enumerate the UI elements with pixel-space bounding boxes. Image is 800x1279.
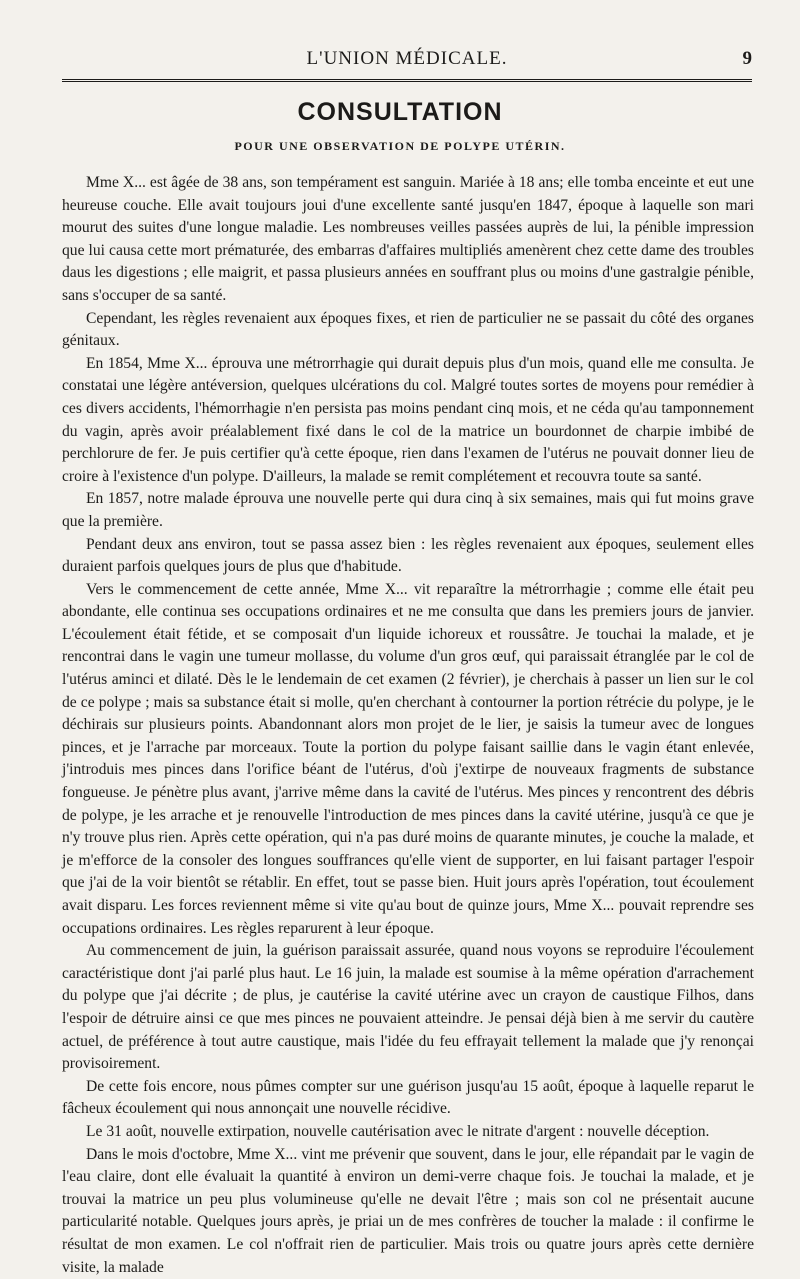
article-subtitle: POUR UNE OBSERVATION DE POLYPE UTÉRIN. (234, 139, 566, 153)
paragraph: Pendant deux ans environ, tout se passa assez bien : les règles revenaient aux époques, seulement elles duraient parfois quelques jours de plus que d'habitude. (62, 535, 754, 576)
article-body (62, 172, 754, 1279)
paragraph: En 1854, Mme X... éprouva une métrorrhagie qui durait depuis plus d'un mois, quand elle me consulta. Je constatai une légère antéversion, quelques ulcérations du col. Malgré toutes sortes de moyens pour remédier à ces divers accidents, l'hémorrhagie n'en persista pas moins pendant cinq mois, et ne céda qu'au tamponnement du vagin, après avoir préalablement fixé dans le col de la matrice un bourdonnet de charpie imbibé de perchlorure de fer. Je puis certifier qu'à cette époque, rien dans l'examen de l'utérus ne pouvait donner lieu de croire à l'existence d'un polype. D'ailleurs, la malade se remit complétement et recouvra toute sa santé. (62, 354, 754, 485)
paragraph: Cependant, les règles revenaient aux époques fixes, et rien de particulier ne se passait du côté des organes génitaux. (62, 309, 754, 350)
paragraph: Vers le commencement de cette année, Mme X... vit reparaître la métrorrhagie ; comme elle était peu abondante, elle continua ses occupations ordinaires et ne me consulta que dans les premiers jours de janvier. L'écoulement était fétide, et se composait d'un liquide ichoreux et roussâtre. Je touchai la malade, et je rencontrai dans le vagin une tumeur mollasse, du volume d'un gros œuf, qui paraissait étranglée par le col de l'utérus aminci et dilaté. Dès le le lendemain de cet examen (2 février), je cherchais à passer un lien sur le col de ce polype ; mais sa substance était si molle, qu'en cherchant à contourner la portion rétrécie du polype, je le déchirais sur plusieurs points. Abandonnant alors mon projet de le lier, je saisis la tumeur avec de longues pinces, et je l'arrache par morceaux. Toute la portion du polype faisant saillie dans le vagin étant enlevée, j'introduis mes pinces dans l'orifice béant de l'utérus, d'où j'extirpe de nouveaux fragments de substance fongueuse. Je pénètre plus avant, j'arrive même dans la cavité de l'utérus. Mes pinces y rencontrent des débris de polype, je les arrache et je renouvelle l'introduction de mes pinces dans la cavité utérine, jusqu'à ce que je n'y trouve plus rien. Après cette opération, qui n'a pas duré moins de quarante minutes, je couche la malade, et je m'efforce de la consoler des longues souffrances qu'elle vient de supporter, en lui faisant partager l'espoir que j'ai de la voir bientôt se rétablir. En effet, tout se passe bien. Huit jours après l'opération, tout écoulement avait disparu. Les forces reviennent même si vite qu'au bout de quinze jours, Mme X... pouvait reprendre ses occupations ordinaires. Les règles reparurent à leur époque. (62, 580, 754, 937)
article-title: CONSULTATION (297, 98, 503, 126)
paragraph: Le 31 août, nouvelle extirpation, nouvelle cautérisation avec le nitrate d'argent : nouvelle déception. (86, 1122, 710, 1140)
page-header (62, 48, 752, 78)
page-number: 9 (742, 48, 752, 69)
paragraph: De cette fois encore, nous pûmes compter sur une guérison jusqu'au 15 août, époque à laquelle reparut le fâcheux écoulement qui nous annonçait une nouvelle récidive. (62, 1077, 754, 1118)
paragraph: Au commencement de juin, la guérison paraissait assurée, quand nous voyons se reproduire l'écoulement caractéristique dont j'ai parlé plus haut. Le 16 juin, la malade est soumise à la même opération d'arrachement du polype que j'ai décrite ; de plus, je cautérise la cavité utérine avec un crayon de caustique Filhos, dans l'espoir de détruire ainsi ce que mes pinces ne pouvaient atteindre. Je pensai déjà bien à me servir du cautère actuel, de préférence à tout autre caustique, mais l'idée du feu effrayait tellement la malade que j'y renonçai provisoirement. (62, 942, 754, 1073)
paragraph: Mme X... est âgée de 38 ans, son tempérament est sanguin. Mariée à 18 ans; elle tomba enceinte et eut une heureuse couche. Elle avait toujours joui d'une excellente santé jusqu'en 1847, époque à laquelle son mari mourut des suites d'une longue maladie. Les nombreuses veilles passées auprès de lui, la pénible impression que lui causa cette mort prématurée, des embarras d'affaires multipliés amenèrent chez cette dame des troubles daus les digestions ; elle maigrit, et passa plusieurs années en souffrant plus ou moins d'une gastralgie pénible, sans s'occuper de sa santé. (62, 174, 754, 304)
paragraph: En 1857, notre malade éprouva une nouvelle perte qui dura cinq à six semaines, mais qui fut moins grave que la première. (62, 490, 754, 530)
paragraph: Dans le mois d'octobre, Mme X... vint me prévenir que souvent, dans le jour, elle répandait par le vagin de l'eau claire, dont elle évaluait la quantité à environ un demi-verre chaque fois. Je touchai la malade, et je trouvai la matrice un peu plus volumineuse qu'elle ne devait l'être ; mais son col ne présentait aucune particularité notable. Quelques jours après, je priai un de mes confrères de toucher la malade : il confirme le résultat de mon examen. Le col n'offrait rien de particulier. Mais trois ou quatre jours après cette dernière visite, la malade (62, 1145, 754, 1276)
header-divider (62, 79, 752, 82)
running-title: L'UNION MÉDICALE. (306, 48, 508, 69)
